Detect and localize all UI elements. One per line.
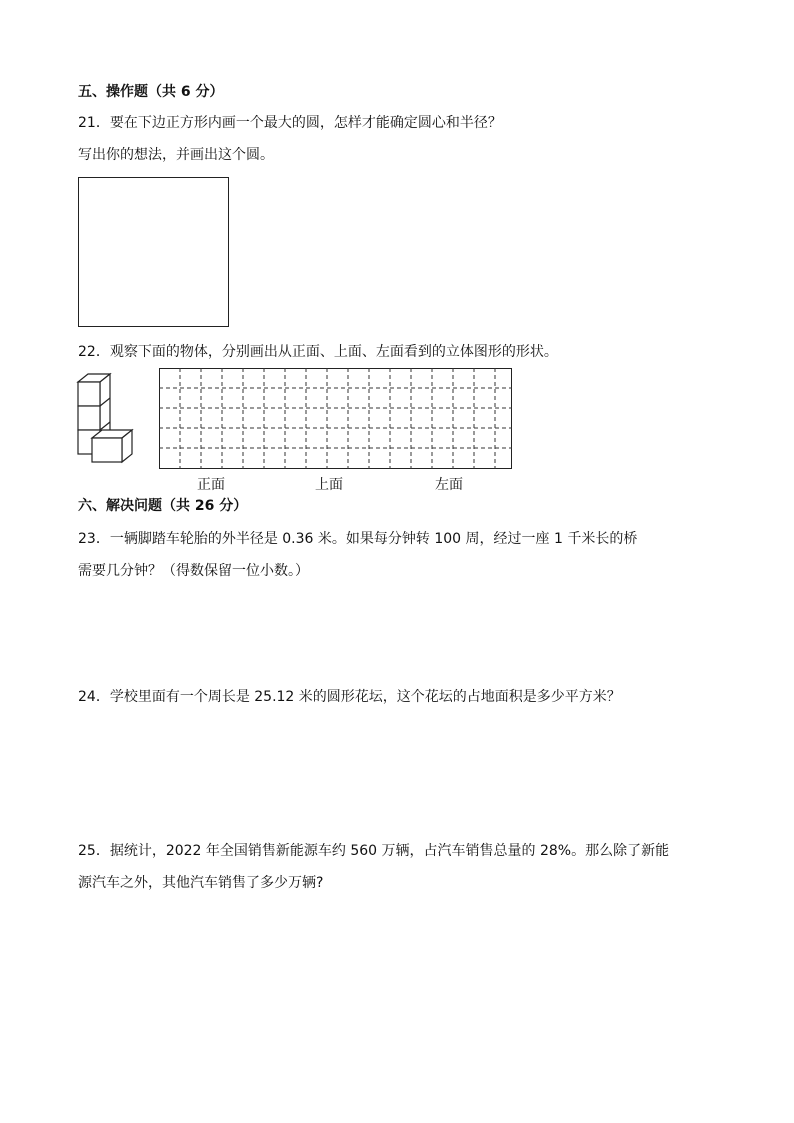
drawing-grid[interactable] — [159, 368, 512, 469]
question-25-line-1: 25．据统计，2022 年全国销售新能源车约 560 万辆，占汽车销售总量的 28%。那么除了新能 — [78, 843, 670, 859]
drawing-square[interactable] — [78, 177, 229, 327]
section-6-heading: 六、解决问题（共 26 分） — [78, 498, 248, 514]
question-23-line-1: 23．一辆脚踏车轮胎的外半径是 0.36 米。如果每分钟转 100 周，经过一座 1 千米长的桥 — [78, 531, 638, 547]
question-25-line-2: 源汽车之外，其他汽车销售了多少万辆? — [78, 875, 324, 891]
label-top-view: 上面 — [315, 477, 343, 493]
cube-stack-figure — [74, 372, 136, 464]
question-21-line-2: 写出你的想法，并画出这个圆。 — [78, 147, 274, 163]
question-23-line-2: 需要几分钟？（得数保留一位小数。） — [78, 563, 309, 579]
section-5-heading: 五、操作题（共 6 分） — [78, 84, 224, 100]
question-22-text: 22．观察下面的物体，分别画出从正面、上面、左面看到的立体图形的形状。 — [78, 344, 558, 360]
question-24-text: 24．学校里面有一个周长是 25.12 米的圆形花坛，这个花坛的占地面积是多少平方米？ — [78, 689, 621, 705]
label-front-view: 正面 — [197, 477, 225, 493]
label-left-view: 左面 — [435, 477, 463, 493]
question-21-line-1: 21．要在下边正方形内画一个最大的圆，怎样才能确定圆心和半径？ — [78, 115, 502, 131]
